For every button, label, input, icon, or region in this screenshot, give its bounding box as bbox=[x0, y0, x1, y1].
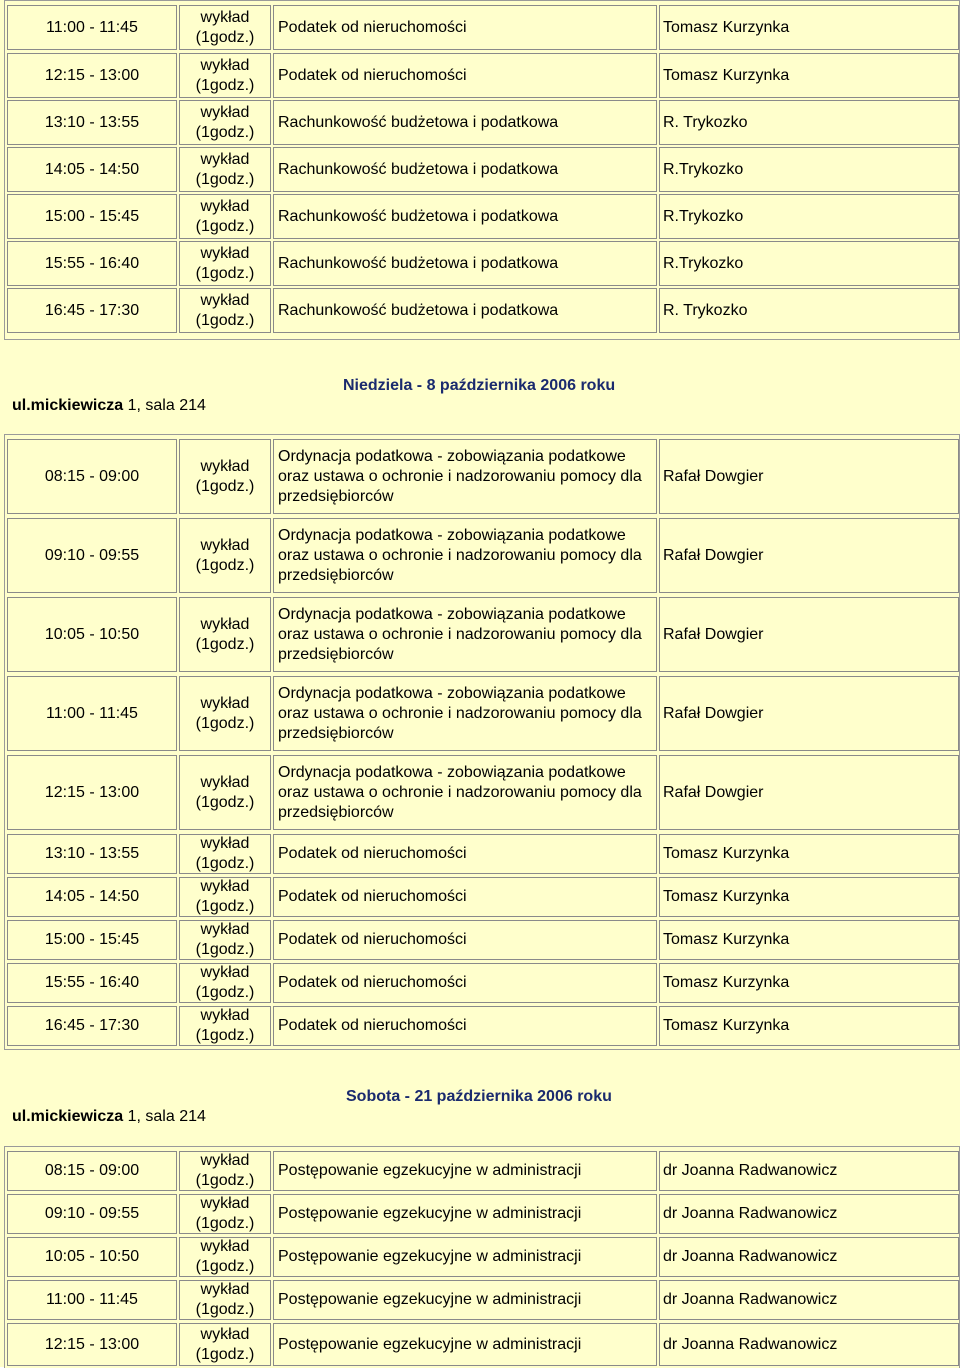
time-cell: 08:15 - 09:00 bbox=[7, 439, 177, 514]
lecturer-cell: dr Joanna Radwanowicz bbox=[659, 1194, 959, 1234]
subject-cell: Rachunkowość budżetowa i podatkowa bbox=[273, 288, 657, 333]
schedule-table-2 bbox=[4, 434, 960, 1050]
table-row bbox=[5, 518, 959, 593]
location-street: mickiewicza bbox=[30, 397, 124, 414]
time-cell: 13:10 - 13:55 bbox=[7, 834, 177, 874]
lecturer-cell: R. Trykozko bbox=[659, 100, 959, 145]
duration-label: (1godz.) bbox=[195, 76, 255, 94]
type-cell bbox=[179, 1151, 271, 1191]
time-cell: 12:15 - 13:00 bbox=[7, 1323, 177, 1366]
table-row bbox=[5, 834, 959, 874]
type-label: wykład bbox=[200, 615, 250, 633]
type-label: wykład bbox=[200, 8, 250, 26]
type-cell bbox=[179, 1237, 271, 1277]
schedule-table-1 bbox=[4, 0, 960, 340]
location-prefix: ul. bbox=[12, 1108, 31, 1125]
subject-cell: Podatek od nieruchomości bbox=[273, 1006, 657, 1046]
type-label: wykład bbox=[200, 878, 250, 895]
subject-line: oraz ustawa o ochronie i nadzorowaniu pomocy dla bbox=[278, 625, 642, 643]
lecturer-cell: Tomasz Kurzynka bbox=[659, 1006, 959, 1046]
type-cell bbox=[179, 1280, 271, 1320]
table-row bbox=[5, 53, 959, 98]
table-row bbox=[5, 597, 959, 672]
subject-line: oraz ustawa o ochronie i nadzorowaniu pomocy dla bbox=[278, 783, 642, 801]
type-label: wykład bbox=[200, 773, 250, 791]
table-row bbox=[5, 241, 959, 286]
table-row bbox=[5, 100, 959, 145]
subject-line: oraz ustawa o ochronie i nadzorowaniu pomocy dla bbox=[278, 704, 642, 722]
location-street: mickiewicza bbox=[30, 1108, 124, 1125]
duration-label: (1godz.) bbox=[195, 28, 255, 46]
type-label: wykład bbox=[200, 536, 250, 554]
type-cell bbox=[179, 877, 271, 917]
type-label: wykład bbox=[200, 694, 250, 712]
time-cell: 16:45 - 17:30 bbox=[7, 288, 177, 333]
subject-line: przedsiębiorców bbox=[278, 566, 394, 584]
type-cell bbox=[179, 1006, 271, 1046]
subject-line: Ordynacja podatkowa - zobowiązania podatkowe bbox=[278, 526, 626, 544]
time-cell: 15:00 - 15:45 bbox=[7, 194, 177, 239]
lecturer-cell: Tomasz Kurzynka bbox=[659, 920, 959, 960]
type-cell bbox=[179, 518, 271, 593]
lecturer-cell: R.Trykozko bbox=[659, 194, 959, 239]
subject-line: Ordynacja podatkowa - zobowiązania podatkowe bbox=[278, 763, 626, 781]
lecturer-cell: Rafał Dowgier bbox=[659, 597, 959, 672]
time-cell: 10:05 - 10:50 bbox=[7, 597, 177, 672]
lecturer-cell: Tomasz Kurzynka bbox=[659, 53, 959, 98]
type-label: wykład bbox=[200, 244, 250, 262]
duration-label: (1godz.) bbox=[195, 941, 255, 958]
lecturer-cell: Rafał Dowgier bbox=[659, 755, 959, 830]
duration-label: (1godz.) bbox=[195, 1172, 255, 1189]
table-row bbox=[5, 5, 959, 50]
lecturer-cell: dr Joanna Radwanowicz bbox=[659, 1280, 959, 1320]
type-label: wykład bbox=[200, 150, 250, 168]
table-row bbox=[5, 288, 959, 333]
location-label bbox=[12, 1108, 206, 1126]
lecturer-cell: Rafał Dowgier bbox=[659, 676, 959, 751]
type-label: wykład bbox=[200, 1152, 250, 1169]
type-cell bbox=[179, 963, 271, 1003]
type-label: wykład bbox=[200, 103, 250, 121]
type-cell bbox=[179, 755, 271, 830]
duration-label: (1godz.) bbox=[195, 1258, 255, 1275]
subject-cell bbox=[273, 439, 657, 514]
table-row bbox=[5, 1194, 959, 1234]
type-cell bbox=[179, 147, 271, 192]
time-cell: 09:10 - 09:55 bbox=[7, 1194, 177, 1234]
table-row bbox=[5, 1323, 959, 1366]
table-row bbox=[5, 194, 959, 239]
subject-line: oraz ustawa o ochronie i nadzorowaniu pomocy dla bbox=[278, 467, 642, 485]
duration-label: (1godz.) bbox=[195, 1345, 255, 1363]
type-cell bbox=[179, 439, 271, 514]
table-row bbox=[5, 147, 959, 192]
type-cell bbox=[179, 1194, 271, 1234]
subject-cell: Postępowanie egzekucyjne w administracji bbox=[273, 1323, 657, 1366]
subject-cell bbox=[273, 518, 657, 593]
duration-label: (1godz.) bbox=[195, 123, 255, 141]
lecturer-cell: dr Joanna Radwanowicz bbox=[659, 1151, 959, 1191]
subject-line: Ordynacja podatkowa - zobowiązania podatkowe bbox=[278, 605, 626, 623]
table-row bbox=[5, 676, 959, 751]
subject-cell: Rachunkowość budżetowa i podatkowa bbox=[273, 241, 657, 286]
table-row bbox=[5, 1280, 959, 1320]
subject-line: oraz ustawa o ochronie i nadzorowaniu pomocy dla bbox=[278, 546, 642, 564]
type-cell bbox=[179, 597, 271, 672]
subject-cell: Postępowanie egzekucyjne w administracji bbox=[273, 1194, 657, 1234]
table-row bbox=[5, 755, 959, 830]
type-label: wykład bbox=[200, 457, 250, 475]
type-label: wykład bbox=[200, 921, 250, 938]
duration-label: (1godz.) bbox=[195, 855, 255, 872]
lecturer-cell: Rafał Dowgier bbox=[659, 518, 959, 593]
type-cell bbox=[179, 834, 271, 874]
lecturer-cell: Rafał Dowgier bbox=[659, 439, 959, 514]
lecturer-cell: dr Joanna Radwanowicz bbox=[659, 1323, 959, 1366]
time-cell: 11:00 - 11:45 bbox=[7, 5, 177, 50]
duration-label: (1godz.) bbox=[195, 477, 255, 495]
duration-label: (1godz.) bbox=[195, 1027, 255, 1044]
subject-cell: Rachunkowość budżetowa i podatkowa bbox=[273, 194, 657, 239]
type-label: wykład bbox=[200, 1195, 250, 1212]
day-heading: Niedziela - 8 października 2006 roku bbox=[343, 377, 616, 394]
time-cell: 14:05 - 14:50 bbox=[7, 147, 177, 192]
type-label: wykład bbox=[200, 1325, 250, 1343]
subject-line: przedsiębiorców bbox=[278, 645, 394, 663]
duration-label: (1godz.) bbox=[195, 635, 255, 653]
time-cell: 15:55 - 16:40 bbox=[7, 963, 177, 1003]
duration-label: (1godz.) bbox=[195, 1215, 255, 1232]
time-cell: 10:05 - 10:50 bbox=[7, 1237, 177, 1277]
type-cell bbox=[179, 288, 271, 333]
time-cell: 15:00 - 15:45 bbox=[7, 920, 177, 960]
subject-cell: Podatek od nieruchomości bbox=[273, 5, 657, 50]
lecturer-cell: Tomasz Kurzynka bbox=[659, 5, 959, 50]
type-cell bbox=[179, 241, 271, 286]
time-cell: 12:15 - 13:00 bbox=[7, 53, 177, 98]
duration-label: (1godz.) bbox=[195, 311, 255, 329]
subject-cell: Podatek od nieruchomości bbox=[273, 920, 657, 960]
type-cell bbox=[179, 676, 271, 751]
time-cell: 11:00 - 11:45 bbox=[7, 1280, 177, 1320]
table-row bbox=[5, 439, 959, 514]
time-cell: 15:55 - 16:40 bbox=[7, 241, 177, 286]
subject-line: Ordynacja podatkowa - zobowiązania podatkowe bbox=[278, 447, 626, 465]
duration-label: (1godz.) bbox=[195, 556, 255, 574]
time-cell: 11:00 - 11:45 bbox=[7, 676, 177, 751]
subject-cell bbox=[273, 755, 657, 830]
location-room: 1, sala 214 bbox=[123, 1108, 206, 1125]
subject-line: przedsiębiorców bbox=[278, 487, 394, 505]
subject-cell: Postępowanie egzekucyjne w administracji bbox=[273, 1237, 657, 1277]
table-row bbox=[5, 963, 959, 1003]
time-cell: 08:15 - 09:00 bbox=[7, 1151, 177, 1191]
day-heading: Sobota - 21 października 2006 roku bbox=[346, 1088, 612, 1105]
duration-label: (1godz.) bbox=[195, 217, 255, 235]
subject-line: Ordynacja podatkowa - zobowiązania podatkowe bbox=[278, 684, 626, 702]
time-cell: 12:15 - 13:00 bbox=[7, 755, 177, 830]
table-row bbox=[5, 920, 959, 960]
type-cell bbox=[179, 194, 271, 239]
table-row bbox=[5, 1151, 959, 1191]
time-cell: 13:10 - 13:55 bbox=[7, 100, 177, 145]
type-cell bbox=[179, 5, 271, 50]
schedule-table-3 bbox=[4, 1146, 960, 1368]
type-cell bbox=[179, 1323, 271, 1366]
subject-cell: Podatek od nieruchomości bbox=[273, 834, 657, 874]
lecturer-cell: Tomasz Kurzynka bbox=[659, 877, 959, 917]
subject-cell bbox=[273, 597, 657, 672]
duration-label: (1godz.) bbox=[195, 793, 255, 811]
type-label: wykład bbox=[200, 1238, 250, 1255]
subject-cell bbox=[273, 676, 657, 751]
subject-cell: Postępowanie egzekucyjne w administracji bbox=[273, 1151, 657, 1191]
subject-line: przedsiębiorców bbox=[278, 724, 394, 742]
subject-cell: Postępowanie egzekucyjne w administracji bbox=[273, 1280, 657, 1320]
time-cell: 14:05 - 14:50 bbox=[7, 877, 177, 917]
table-row bbox=[5, 1006, 959, 1046]
subject-line: przedsiębiorców bbox=[278, 803, 394, 821]
lecturer-cell: dr Joanna Radwanowicz bbox=[659, 1237, 959, 1277]
type-cell bbox=[179, 53, 271, 98]
type-cell bbox=[179, 920, 271, 960]
table-row bbox=[5, 1237, 959, 1277]
type-label: wykład bbox=[200, 56, 250, 74]
duration-label: (1godz.) bbox=[195, 984, 255, 1001]
type-label: wykład bbox=[200, 291, 250, 309]
duration-label: (1godz.) bbox=[195, 1301, 255, 1318]
subject-cell: Rachunkowość budżetowa i podatkowa bbox=[273, 100, 657, 145]
type-label: wykład bbox=[200, 197, 250, 215]
subject-cell: Rachunkowość budżetowa i podatkowa bbox=[273, 147, 657, 192]
location-prefix: ul. bbox=[12, 397, 31, 414]
type-label: wykład bbox=[200, 835, 250, 852]
lecturer-cell: R.Trykozko bbox=[659, 147, 959, 192]
duration-label: (1godz.) bbox=[195, 264, 255, 282]
duration-label: (1godz.) bbox=[195, 170, 255, 188]
type-label: wykład bbox=[200, 1007, 250, 1024]
type-cell bbox=[179, 100, 271, 145]
duration-label: (1godz.) bbox=[195, 898, 255, 915]
subject-cell: Podatek od nieruchomości bbox=[273, 963, 657, 1003]
lecturer-cell: R.Trykozko bbox=[659, 241, 959, 286]
location-room: 1, sala 214 bbox=[123, 397, 206, 414]
subject-cell: Podatek od nieruchomości bbox=[273, 53, 657, 98]
location-label bbox=[12, 397, 206, 415]
duration-label: (1godz.) bbox=[195, 714, 255, 732]
type-label: wykład bbox=[200, 1281, 250, 1298]
lecturer-cell: Tomasz Kurzynka bbox=[659, 963, 959, 1003]
lecturer-cell: Tomasz Kurzynka bbox=[659, 834, 959, 874]
time-cell: 16:45 - 17:30 bbox=[7, 1006, 177, 1046]
lecturer-cell: R. Trykozko bbox=[659, 288, 959, 333]
type-label: wykład bbox=[200, 964, 250, 981]
time-cell: 09:10 - 09:55 bbox=[7, 518, 177, 593]
subject-cell: Podatek od nieruchomości bbox=[273, 877, 657, 917]
table-row bbox=[5, 877, 959, 917]
